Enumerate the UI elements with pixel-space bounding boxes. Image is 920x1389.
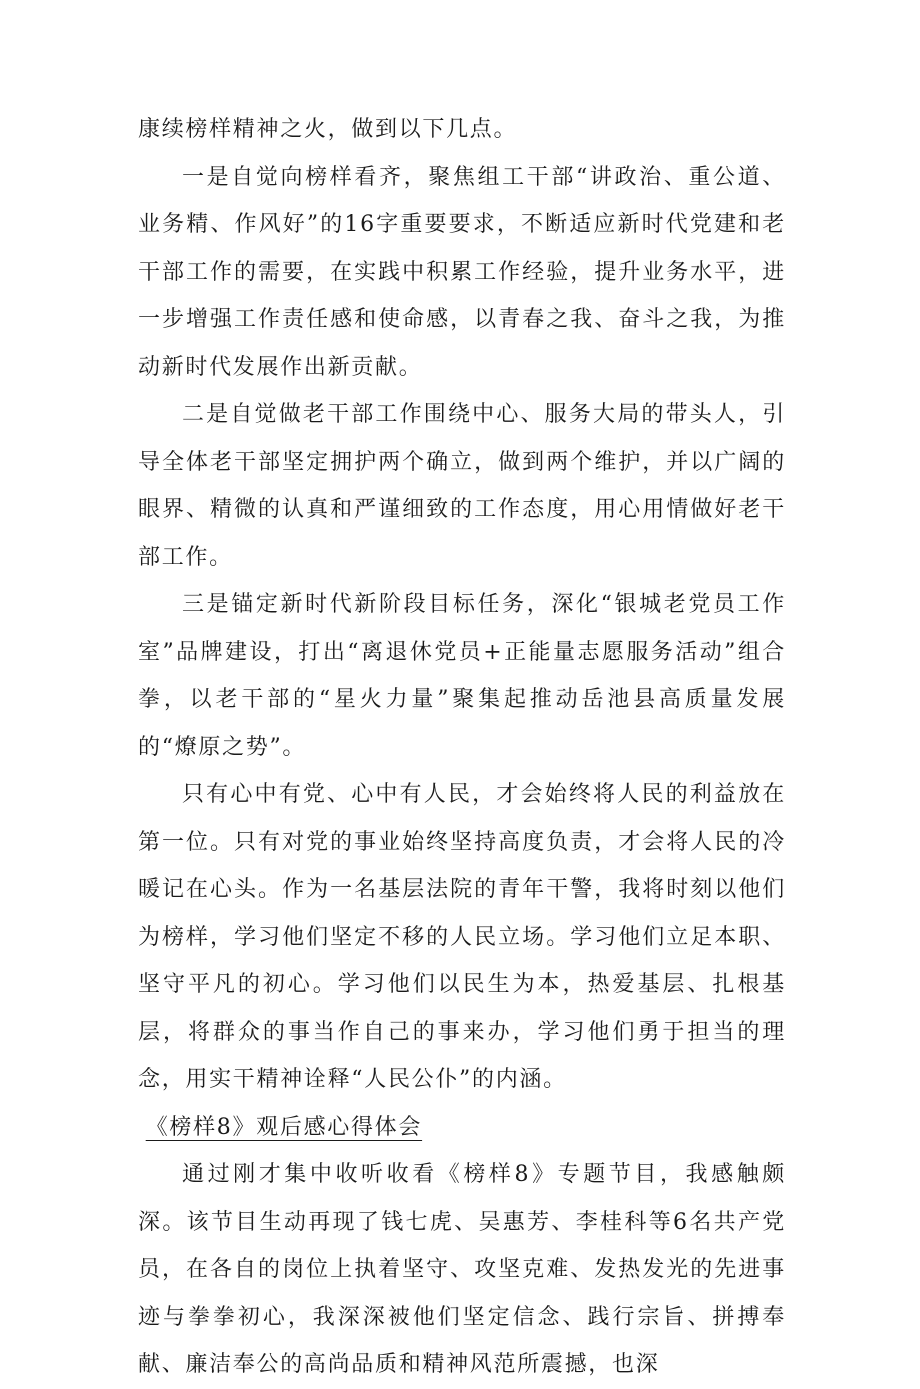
- paragraph-point-one: 一是自觉向榜样看齐，聚焦组工干部“讲政治、重公道、业务精、作风好”的16字重要要求，不断适应新时代党建和老干部工作的需要，在实践中积累工作经验，提升业务水平，进一步增强工作责任感和使命感，以青春之我、奋斗之我，为推动新时代发展作出新贡献。: [138, 164, 786, 380]
- paragraph-point-three: 三是锚定新时代新阶段目标任务，深化“银城老党员工作室”品牌建设，打出“离退休党员+正能量志愿服务活动”组合拳，以老干部的“星火力量”聚集起推动岳池县高质量发展的“燎原之势”。: [138, 592, 786, 760]
- paragraph-closing: 通过刚才集中收听收看《榜样8》专题节目，我感触颇深。该节目生动再现了钱七虎、吴惠芳、李桂科等6名共产党员，在各自的岗位上执着坚守、攻坚克难、发热发光的先进事迹与拳拳初心，我深深被他们坚定信念、践行宗旨、拼搏奉献、廉洁奉公的高尚品质和精神风范所震撼，也深: [138, 1162, 786, 1377]
- paragraph-summary: 只有心中有党、心中有人民，才会始终将人民的利益放在第一位。只有对党的事业始终坚持高度负责，才会将人民的冷暖记在心头。作为一名基层法院的青年干警，我将时刻以他们为榜样，学习他们坚定不移的人民立场。学习他们立足本职、坚守平凡的初心。学习他们以民生为本，热爱基层、扎根基层，将群众的事当作自己的事来办，学习他们勇于担当的理念，用实干精神诠释“人民公仆”的内涵。: [138, 782, 786, 1092]
- paragraph-point-two: 二是自觉做老干部工作围绕中心、服务大局的带头人，引导全体老干部坚定拥护两个确立，做到两个维护，并以广阔的眼界、精微的认真和严谨细致的工作态度，用心用情做好老干部工作。: [138, 402, 786, 570]
- section-heading: 《榜样8》观后感心得体会: [145, 1114, 423, 1140]
- paragraph-continuation: 康续榜样精神之火，做到以下几点。: [138, 117, 518, 142]
- document-body: [138, 106, 786, 1389]
